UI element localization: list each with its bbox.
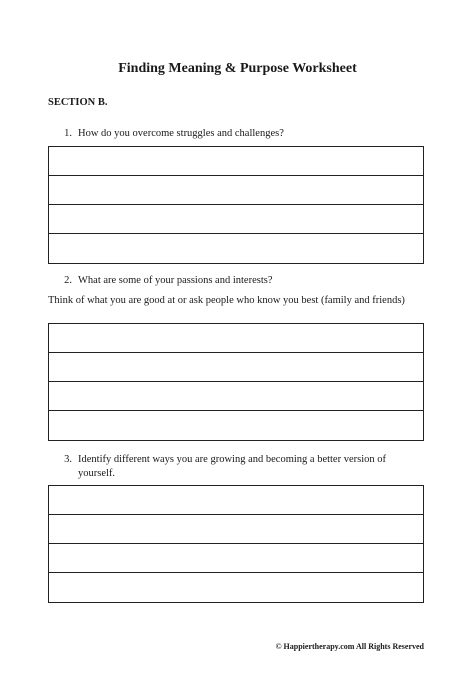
answer-line[interactable] xyxy=(49,382,423,411)
question-2-hint: Think of what you are good at or ask people who know you best (family and friends) xyxy=(48,295,405,306)
answer-box-1 xyxy=(48,146,424,264)
question-number: 3. xyxy=(64,454,72,465)
copyright-footer: © Happiertherapy.com All Rights Reserved xyxy=(275,642,424,651)
answer-line[interactable] xyxy=(49,486,423,515)
question-text: What are some of your passions and interests? xyxy=(78,275,273,286)
worksheet-title: Finding Meaning & Purpose Worksheet xyxy=(118,61,357,76)
answer-line[interactable] xyxy=(49,205,423,234)
question-text: Identify different ways you are growing and becoming a better version of yourself. xyxy=(78,454,386,479)
question-text: How do you overcome struggles and challenges? xyxy=(78,128,284,139)
answer-line[interactable] xyxy=(49,234,423,263)
question-number: 2. xyxy=(64,275,72,286)
answer-line[interactable] xyxy=(49,515,423,544)
answer-line[interactable] xyxy=(49,147,423,176)
question-2 xyxy=(48,274,424,288)
question-number: 1. xyxy=(64,128,72,139)
answer-line[interactable] xyxy=(49,573,423,602)
question-1 xyxy=(48,127,424,141)
section-heading: SECTION B. xyxy=(48,97,108,108)
answer-line[interactable] xyxy=(49,411,423,440)
answer-line[interactable] xyxy=(49,324,423,353)
answer-box-2 xyxy=(48,323,424,441)
answer-line[interactable] xyxy=(49,544,423,573)
question-3 xyxy=(48,453,424,481)
answer-box-3 xyxy=(48,485,424,603)
answer-line[interactable] xyxy=(49,353,423,382)
answer-line[interactable] xyxy=(49,176,423,205)
